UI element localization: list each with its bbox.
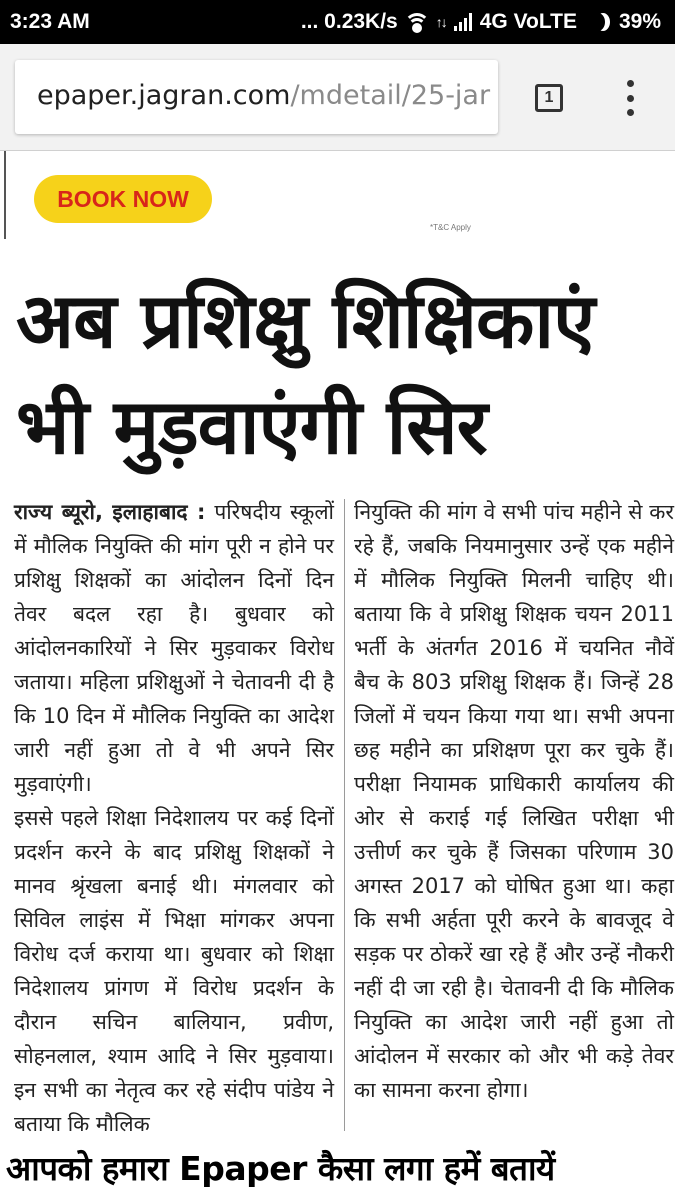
ad-fine-print: *T&C Apply	[430, 223, 471, 232]
article-paragraph	[14, 495, 334, 801]
status-bar	[0, 0, 675, 44]
overflow-menu-icon[interactable]	[620, 80, 640, 116]
book-now-button[interactable]: BOOK NOW	[34, 175, 212, 223]
tab-switcher-icon[interactable]	[535, 84, 563, 112]
data-transfer-icon: ↑↓	[435, 14, 446, 30]
paragraph-text: परिषदीय स्कूलों में मौलिक नियुक्ति की मांग पूरी न होने पर प्रशिक्षु शिक्षकों का आंदोलन दिनों दिन तेवर बदल रहा है। बुधवार को आंदोलनकारियों ने सिर मुड़वाकर विरोध जताया। महिला प्रशिक्षुओं ने चेतावनी दी है कि 10 दिन में मौलिक नियुक्ति का आदेश जारी नहीं हुआ तो वे भी अपने सिर मुड़वाएंगी।	[14, 500, 334, 796]
article-column-2	[354, 495, 674, 1107]
signal-icon	[454, 13, 472, 31]
article-paragraph: इससे पहले शिक्षा निदेशालय पर कई दिनों प्रदर्शन करने के बाद प्रशिक्षु शिक्षकों ने मानव श्रृंखला बनाई थी। मंगलवार को सिविल लाइंस में भिक्षा मांगकर अपना विरोध दर्ज कराया था। बुधवार को शिक्षा निदेशालय प्रांगण में विरोध प्रदर्शन के दौरान सचिन बालियान, प्रवीण, सोहनलाल, श्याम आदि ने सिर मुड़वाया। इन सभी का नेतृत्व कर रहे संदीप पांडेय ने बताया कि मौलिक	[14, 806, 334, 1136]
ad-banner	[0, 151, 675, 241]
url-host: epaper.jagran.com	[37, 80, 291, 111]
headline-line-1: अब प्रशिक्षु शिक्षिकाएं	[16, 276, 595, 365]
url-text[interactable]	[37, 80, 490, 111]
feedback-prompt: आपको हमारा Epaper कैसा लगा हमें बतायें	[6, 1149, 555, 1188]
byline: राज्य ब्यूरो, इलाहाबाद :	[14, 500, 206, 524]
article-column-1	[14, 495, 334, 1141]
wifi-icon	[406, 13, 428, 31]
battery-level: 39%	[618, 10, 661, 33]
article-body	[14, 495, 674, 1136]
network-speed: ... 0.23K/s	[300, 10, 398, 33]
browser-toolbar	[0, 44, 675, 151]
column-divider	[344, 499, 345, 1131]
url-path: /mdetail/25-jar	[290, 80, 491, 111]
article-paragraph: नियुक्ति की मांग वे सभी पांच महीने से कर रहे हैं, जबकि नियमानुसार उन्हें एक महीने में मौलिक नियुक्ति मिलनी चाहिए थी। बताया कि वे प्रशिक्षु शिक्षक चयन 2011 भर्ती के अंतर्गत 2016 में चयनित नौवें बैच के 803 प्रशिक्षु शिक्षक हैं। जिन्हें 28 जिलों में चयन किया गया था। सभी अपना छह महीने का प्रशिक्षण पूरा कर चुके हैं। परीक्षा नियामक प्राधिकारी कार्यालय की ओर से कराई गई लिखित परीक्षा भी उत्तीर्ण कर चुके हैं जिसका परिणाम 30 अगस्त 2017 को घोषित हुआ था। कहा कि सभी अर्हता पूरी करने के बावजूद वे सड़क पर ठोकरें खा रहे हैं और उन्हें नौकरी नहीं दी जा रही है। चेतावनी दी कि मौलिक नियुक्ति का आदेश जारी नहीं हुआ तो आंदोलन में सरकार को और भी कड़े तेवर का सामना करना होगा।	[354, 500, 674, 1102]
status-time: 3:23 AM	[10, 10, 90, 33]
status-indicators	[301, 10, 661, 34]
ad-edge-divider	[4, 151, 6, 239]
address-bar[interactable]	[15, 60, 498, 134]
battery-icon	[591, 13, 605, 31]
tab-count: 1	[544, 89, 554, 106]
headline-line-2: भी मुड़वाएंगी सिर	[16, 382, 487, 471]
article-headline	[16, 268, 666, 480]
network-type: 4G VoLTE	[479, 10, 577, 33]
